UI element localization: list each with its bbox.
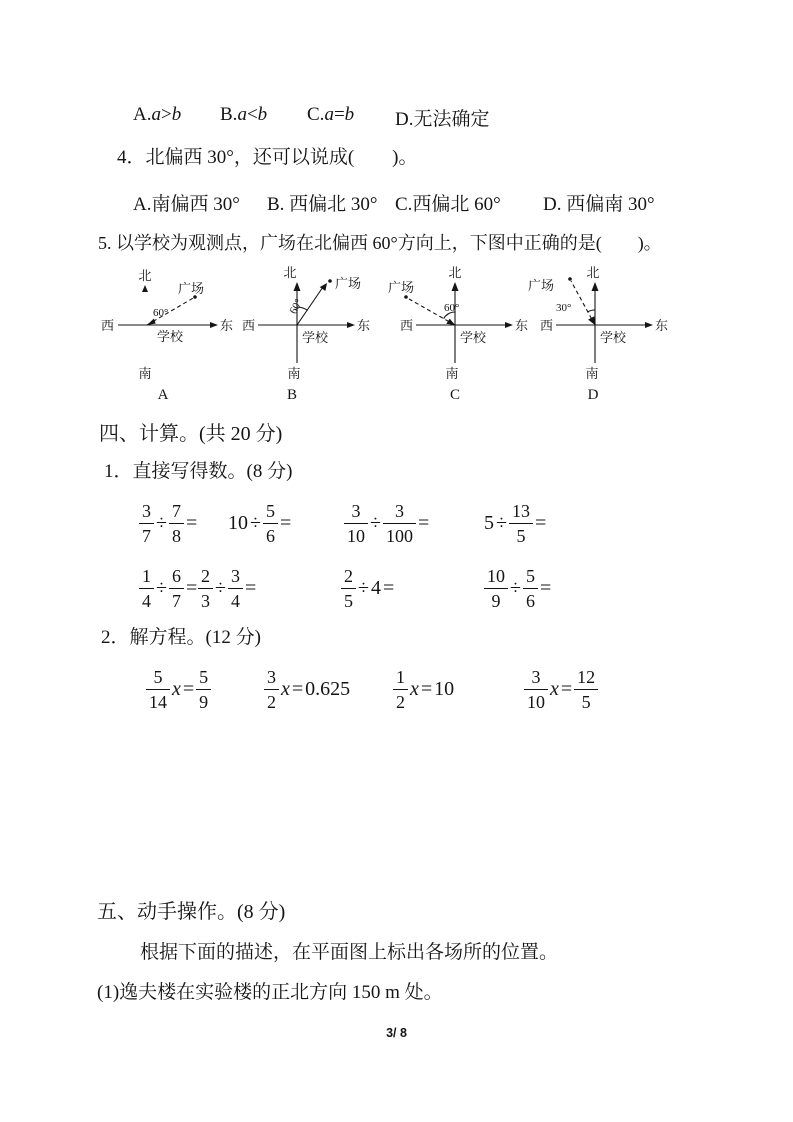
section5-item1: (1)逸夫楼在实验楼的正北方向 150 m 处。 [97, 982, 443, 1003]
east-label: 东 [357, 318, 371, 333]
south-label: 南 [445, 366, 459, 381]
angle-label: 60° [153, 307, 169, 319]
sub1-title: 1．直接写得数。(8 分) [104, 461, 293, 482]
angle-label: 30° [556, 302, 572, 314]
compass-diagram-d [520, 262, 670, 402]
plaza-label: 广场 [388, 280, 415, 295]
south-label: 南 [138, 366, 152, 381]
north-label: 北 [586, 265, 600, 280]
equation-1: $\frac{5}{14}$ x = $\frac{5}{9}$ [145, 663, 212, 715]
calc-problem-7: $\frac{2}{5}$ ÷ 4 = [340, 562, 395, 614]
west-label: 西 [400, 318, 414, 333]
east-arrowhead-icon [347, 322, 355, 328]
west-label: 西 [101, 318, 115, 333]
q3-option-d: D.无法确定 [395, 109, 490, 130]
diagram-letter: C [449, 387, 461, 402]
plaza-dot [404, 295, 408, 299]
q4-stem: 4．北偏西 30°，还可以说成( )。 [117, 147, 418, 168]
plaza-dot [568, 277, 572, 281]
plaza-label: 广场 [528, 278, 555, 293]
calc-problem-1: $\frac{3}{7}$ ÷ $\frac{7}{8}$ = [138, 497, 198, 549]
q4-option-d: D. 西偏南 30° [543, 194, 655, 215]
school-label: 学校 [460, 330, 487, 345]
calc-problem-2: 10 ÷ $\frac{5}{6}$ = [228, 500, 292, 546]
angle-arc [588, 310, 595, 312]
sub2-title: 2．解方程。(12 分) [101, 627, 261, 648]
east-arrowhead-icon [210, 322, 218, 328]
section5-title: 五、动手操作。(8 分) [97, 901, 286, 923]
east-label: 东 [220, 318, 234, 333]
q4-option-a: A.南偏西 30° [133, 194, 240, 215]
calc-problem-8: $\frac{10}{9}$ ÷ $\frac{5}{6}$ = [483, 562, 552, 614]
south-label: 南 [585, 366, 599, 381]
north-label: 北 [138, 268, 152, 283]
diagram-letter: D [587, 387, 599, 402]
plaza-dot [328, 279, 332, 283]
section5-intro: 根据下面的描述，在平面图上标出各场所的位置。 [140, 942, 559, 963]
equation-3: $\frac{1}{2}$ x = 10 [392, 663, 455, 715]
south-label: 南 [287, 366, 301, 381]
compass-diagram-c [380, 262, 530, 402]
west-label: 西 [242, 318, 256, 333]
q3-option-c: C.a=b [307, 104, 355, 125]
school-label: 学校 [600, 330, 627, 345]
school-label: 学校 [302, 330, 329, 345]
diagram-letter: B [286, 387, 298, 402]
q3-option-b: B.a<b [220, 104, 268, 125]
compass-diagram-a [85, 262, 235, 402]
line-arrowhead-icon [446, 319, 455, 325]
section4-title: 四、计算。(共 20 分) [99, 423, 283, 445]
angle-label: 60° [444, 302, 460, 314]
school-label: 学校 [157, 329, 184, 344]
equation-4: $\frac{3}{10}$ x = $\frac{12}{5}$ [523, 663, 599, 715]
q4-option-b: B. 西偏北 30° [267, 194, 378, 215]
calc-problem-4: 5 ÷ $\frac{13}{5}$ = [484, 500, 547, 546]
north-label: 北 [283, 265, 297, 280]
page-number: 3/ 8 [386, 1026, 407, 1040]
q3-option-a: A.a>b [133, 104, 182, 125]
calc-problem-5: $\frac{1}{4}$ ÷ $\frac{6}{7}$ = [138, 562, 198, 614]
line-arrowhead-icon [147, 319, 156, 326]
q5-stem: 5. 以学校为观测点，广场在北偏西 60°方向上，下图中正确的是( )。 [98, 233, 662, 253]
q4-option-c: C.西偏北 60° [395, 194, 501, 215]
north-tick-icon [142, 285, 148, 292]
calc-problem-3: $\frac{3}{10}$ ÷ $\frac{3}{100}$ = [343, 497, 430, 549]
north-arrowhead-icon [592, 282, 599, 291]
diagram-letter: A [157, 387, 169, 402]
east-label: 东 [655, 318, 669, 333]
equation-2: $\frac{3}{2}$ x = 0.625 [263, 663, 351, 715]
calc-problem-6: $\frac{2}{3}$ ÷ $\frac{3}{4}$ = [197, 562, 257, 614]
angle-label: 60° [287, 296, 306, 317]
compass-diagram-b [222, 262, 372, 402]
west-label: 西 [540, 318, 554, 333]
plaza-label: 广场 [335, 276, 362, 291]
north-arrowhead-icon [294, 282, 301, 291]
east-arrowhead-icon [505, 322, 513, 328]
east-label: 东 [515, 318, 529, 333]
north-label: 北 [448, 265, 462, 280]
plaza-label: 广场 [178, 281, 205, 296]
north-arrowhead-icon [452, 282, 459, 291]
east-arrowhead-icon [645, 322, 653, 328]
